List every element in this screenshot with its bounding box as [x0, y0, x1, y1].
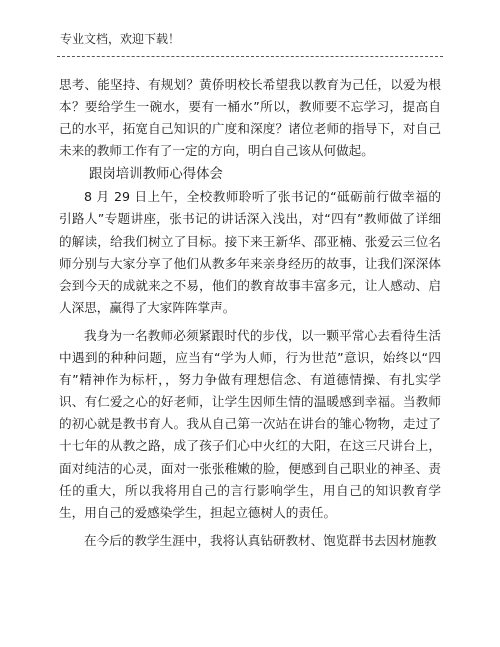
header-divider	[57, 56, 443, 57]
intro-paragraph: 思考、能坚持、有规划？黄侨明校长希望我以教育为己任，以爱为根本？要给学生一碗水，要有一桶水”所以，教师要不忘学习，提高自己的水平，拓宽自己知识的广度和深度？诸位老师的指导下，对自己未来的教师工作有了一定的方向，明白自己该从何做起。	[59, 77, 441, 159]
section-title: 跟岗培训教师心得体会	[89, 167, 223, 183]
paragraph-3: 在今后的教学生涯中，我将认真钻研教材、饱览群书去因材施教	[84, 532, 437, 548]
document-body	[59, 74, 441, 552]
paragraph-1: 8 月 29 日上午，全校教师聆听了张书记的“砥砺前行做幸福的引路人”专题讲座，张书记的讲话深入浅出，对“四有”教师做了详细的解读，给我们树立了目标。接下来王新华、邵亚楠、张爱云三位名师分别与大家分享了他们从教多年来亲身经历的故事，让我们深深体会到今天的成就来之不易，他们的教育故事丰富多元，让人感动、启人深思，赢得了大家阵阵掌声。	[59, 189, 441, 315]
paragraph-2: 我身为一名教师必须紧跟时代的步伐，以一颗平常心去看待生活中遇到的种种问题，应当有“学为人师，行为世范”意识，始终以“四有”精神作为标杆，，努力争做有理想信念、有道德情操、有扎实学识、有仁爱之心的好老师，让学生因师生情的温暖感到幸福。当教师的初心就是教书育人。我从自己第一次站在讲台的雏心物物，走过了十七年的从教之路，成了孩子们心中火红的大阳，在这三尺讲台上，面对纯洁的心灵，面对一张张稚嫩的脸，便感到自己职业的神圣、责任的重大，所以我将用自己的言行影响学生，用自己的知识教育学生，用自己的爱感染学生，担起立德树人的责任。	[59, 327, 441, 520]
document-header: 专业文档，欢迎下载！	[60, 32, 181, 46]
